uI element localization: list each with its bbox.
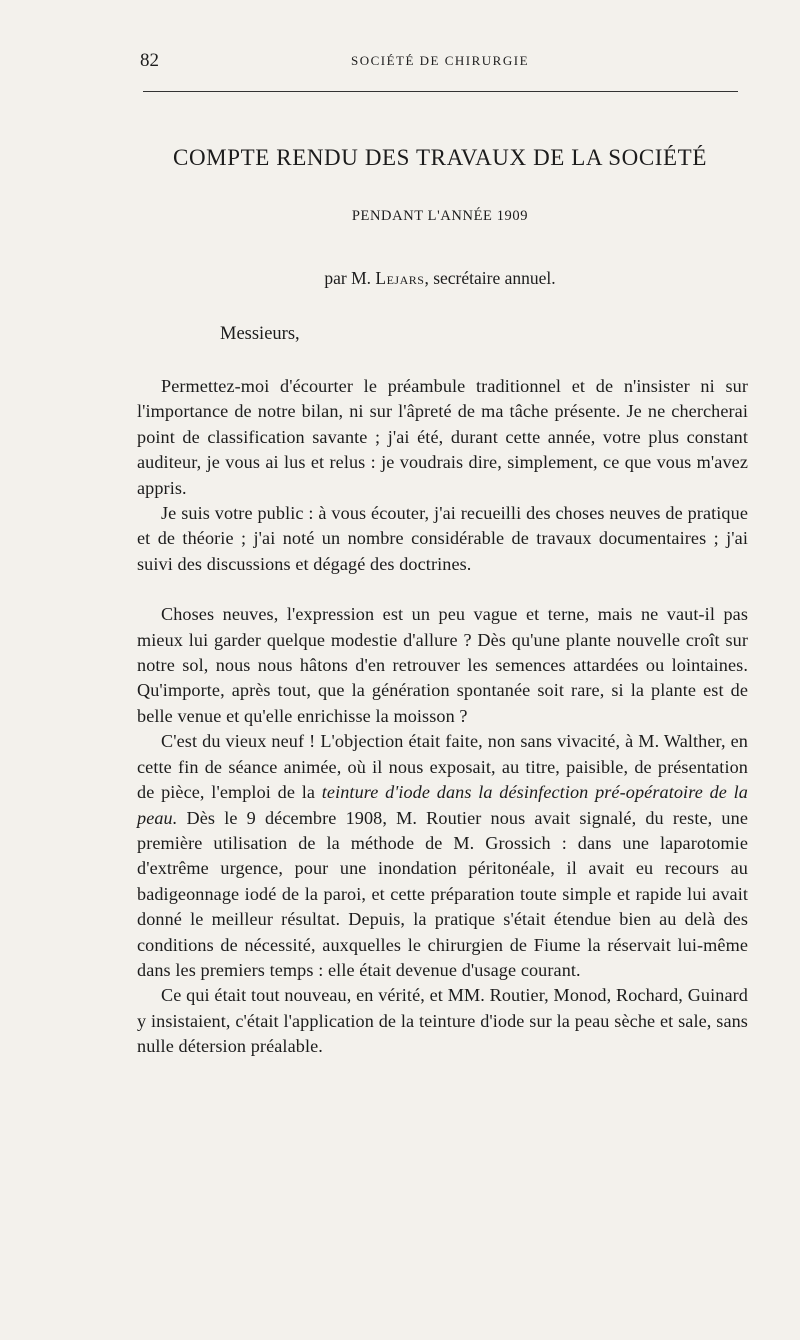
paragraph-4-italic: teinture d'iode dans la désinfection pré-opératoire de la peau. (137, 782, 748, 828)
paragraph-5: Ce qui était tout nouveau, en vérité, et MM. Routier, Monod, Rochard, Guinard y insistaient, c'était l'application de la teinture d'iode sur la peau sèche et sale, sans nulle détersion préalable. (137, 985, 748, 1057)
byline (140, 268, 740, 289)
paragraph-4-after: Dès le 9 décembre 1908, M. Routier nous avait signalé, du reste, une première utilisation de la méthode de M. Grossich : dans une laparotomie d'extrême urgence, pour une inondation péritonéale, il avait eu recours au badigeonnage iodé de la paroi, et cette préparation toute simple et rapide lui avait donné le meilleur résultat. Depuis, la pratique s'était étendue bien au delà des conditions de nécessité, auxquelles le chirurgien de Fiume la réservait lui-même dans les premiers temps : elle était devenue d'usage courant. (137, 807, 748, 980)
paragraph-2: Je suis votre public : à vous écouter, j'ai recueilli des choses neuves de pratique et de théorie ; j'ai noté un nombre considérable de travaux documentaires ; j'ai suivi des discussions et dégagé des doctrines. (137, 503, 748, 574)
running-head (140, 50, 740, 74)
paragraph-3: Choses neuves, l'expression est un peu vague et terne, mais ne vaut-il pas mieux lui garder quelque modestie d'allure ? Dès qu'une plante nouvelle croît sur notre sol, nous nous hâtons d'en retrouver les semences attardées ou lointaines. Qu'importe, après tout, que la génération spontanée soit rare, si la plante est de belle venue et qu'elle enrichisse la moisson ? (137, 604, 748, 726)
header-rule (143, 91, 738, 92)
author-name: Lejars (375, 268, 425, 288)
running-title: SOCIÉTÉ DE CHIRURGIE (350, 53, 530, 68)
page-number: 82 (140, 50, 159, 71)
body-text (137, 374, 748, 1060)
byline-prefix: par M. (324, 268, 372, 288)
byline-suffix: , secrétaire annuel. (424, 268, 556, 288)
paragraph-4-before: C'est du vieux neuf ! L'objection était faite, non sans vivacité, à M. Walther, en cette fin de séance animée, où il nous exposait, au titre, paisible, de présentation de pièce, l'emploi de la (137, 731, 748, 803)
article-subtitle: PENDANT L'ANNÉE 1909 (351, 208, 529, 224)
paragraph-4 (137, 729, 748, 983)
paragraph-1: Permettez-moi d'écourter le préambule traditionnel et de n'insister ni sur l'importance de notre bilan, ni sur l'âpreté de ma tâche présente. Je ne chercherai point de classification savante ; j'ai été, durant cette année, votre plus constant auditeur, je vous ai lus et relus : je voudrais dire, simplement, ce que vous m'avez appris. (137, 376, 748, 498)
salutation: Messieurs, (220, 324, 300, 344)
article-title: COMPTE RENDU DES TRAVAUX DE LA SOCIÉTÉ (173, 145, 707, 170)
